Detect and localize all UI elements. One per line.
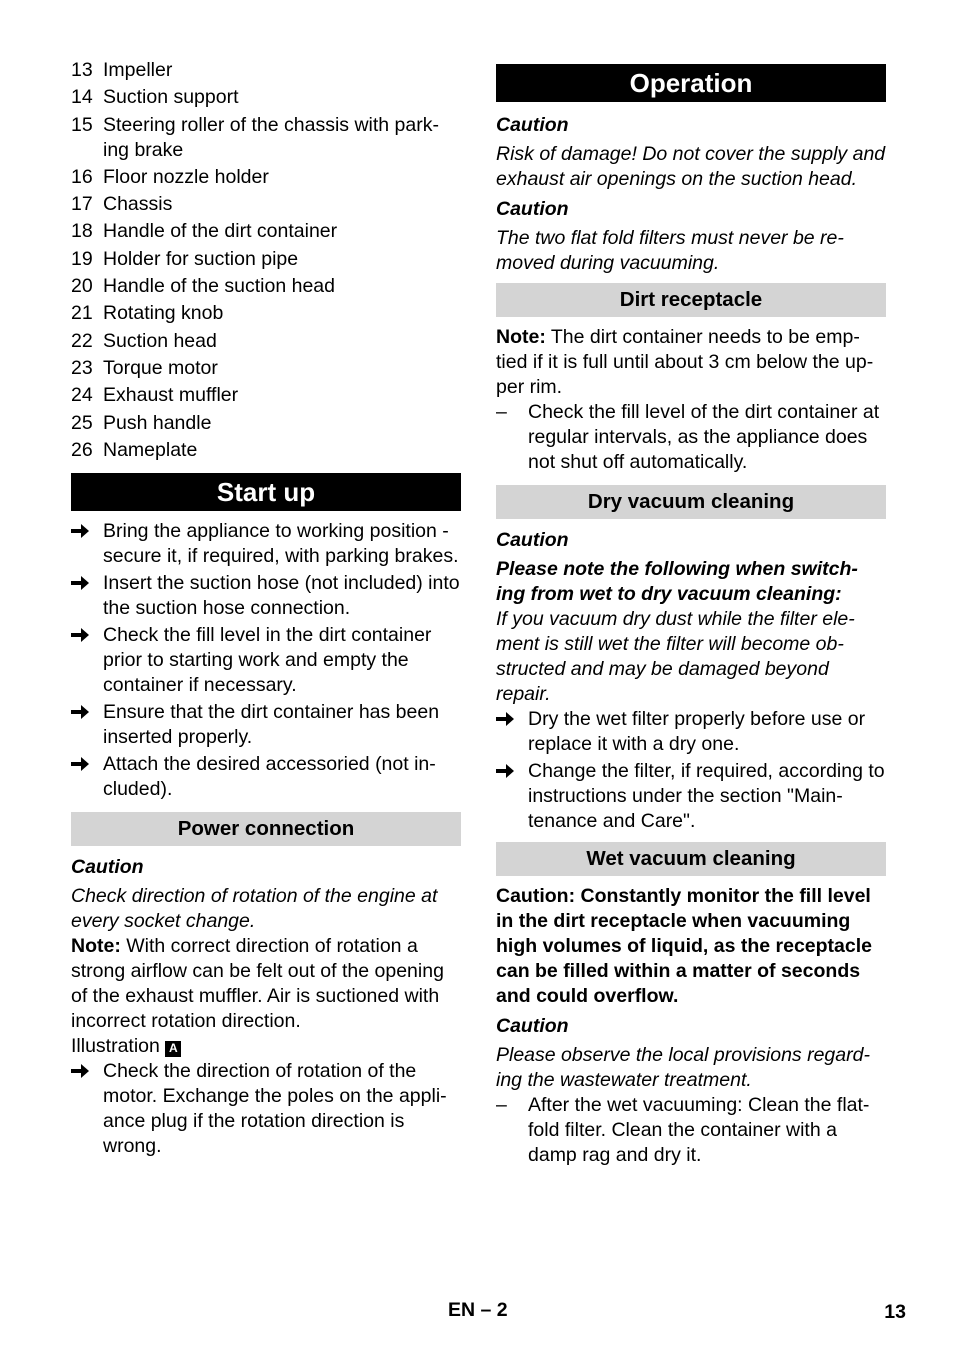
legend-item [71,113,461,163]
legend-list [71,58,461,463]
wet-bold-warning: Caution: Constantly monitor the fill level in the dirt receptacle when vacuuming high volumes of liquid, as the receptacle can be filled within a matter of seconds and could overflow. [496,885,873,1007]
legend-item-number: 16 [71,165,93,188]
legend-item-number: 18 [71,220,93,243]
legend-item-text: Floor nozzle holder [103,165,269,188]
legend-item-text: Exhaust muffler [103,384,239,407]
legend-item-number: 17 [71,193,93,216]
step-item [71,1059,461,1159]
legend-item-text: Impeller [103,59,173,81]
step-text: Check the fill level in the dirt container prior to starting work and empty the container if necessary. [103,624,432,697]
legend-item-number: 25 [71,411,93,434]
legend-item [71,219,461,244]
wet-vacuum-heading: Wet vacuum cleaning [496,842,886,876]
dash-item [496,400,886,475]
step-text: Bring the appliance to working position - secure it, if required, with parking brakes. [103,520,459,568]
legend-item [71,383,461,408]
legend-item-number: 26 [71,438,93,461]
step-text: Ensure that the dirt container has been inserted properly. [103,701,440,749]
step-item [496,759,886,834]
step-marker [71,700,103,750]
arrow-right-icon [71,628,89,642]
step-item [71,752,461,802]
step-text: Dry the wet filter properly before use or replace it with a dry one. [528,708,866,755]
left-column [71,58,461,1161]
legend-item [71,58,461,83]
dry-vacuum-heading: Dry vacuum cleaning [496,485,886,519]
step-marker [71,571,103,621]
legend-item-number: 13 [71,59,93,81]
legend-item [71,247,461,272]
dirt-receptacle-heading: Dirt receptacle [496,283,886,317]
caution-label: Caution [71,856,144,879]
note-text: With correct direction of rotation a strong airflow can be felt out of the opening of the exhaust muffler. Air is suctioned with incorrect rotation direction. [71,935,444,1033]
step-marker [71,623,103,698]
step-marker [71,519,103,569]
dry-steps [496,707,886,834]
power-connection-heading: Power connection [71,812,461,846]
step-marker [496,707,528,757]
caution-text: Check direction of rotation of the engine at every socket change. [71,885,438,933]
arrow-right-icon [71,576,89,590]
caution-label: Caution [496,198,569,220]
step-marker [71,752,103,802]
step-item [71,700,461,750]
dash-text: Check the fill level of the dirt container at regular intervals, as the appliance does not shut off automatically. [528,401,880,473]
dirt-dash-list [496,400,886,475]
note-paragraph [71,934,461,1034]
step-text: Check the direction of rotation of the motor. Exchange the poles on the appli-ance plug if the rotation direction is wrong. [103,1060,447,1158]
legend-item-number: 21 [71,302,93,325]
legend-item-text: Handle of the dirt container [103,220,338,243]
dash-item [496,1093,886,1168]
start-up-steps [71,519,461,802]
legend-item [71,301,461,326]
legend-item [71,274,461,299]
legend-item-text: Nameplate [103,438,198,461]
step-text: Insert the suction hose (not included) into the suction hose connection. [103,572,460,620]
legend-item-number: 24 [71,384,93,407]
illustration-ref [71,1034,461,1059]
dry-italic-text: If you vacuum dry dust while the filter ele-ment is still wet the filter will become ob-structed and may be damaged beyond repair. [496,608,855,705]
arrow-right-icon [496,712,514,726]
caution-label: Caution [496,1015,569,1037]
legend-item-text: Handle of the suction head [103,275,336,298]
step-text: Attach the desired accessoried (not in-cluded). [103,753,436,801]
arrow-right-icon [71,705,89,719]
legend-item-number: 20 [71,275,93,298]
arrow-right-icon [71,757,89,771]
power-steps [71,1059,461,1159]
legend-item [71,438,461,463]
figure-badge-icon: A [165,1041,181,1057]
legend-item-text: Suction support [103,86,239,109]
illustration-label: Illustration [71,1035,166,1058]
step-marker [71,1059,103,1159]
legend-item [71,356,461,381]
dry-bold-text: Please note the following when switch-ing from wet to dry vacuum cleaning: [496,558,858,605]
note-text: The dirt container needs to be emp-tied if it is full until about 3 cm below the up-per rim. [496,326,874,398]
caution-label: Caution [496,114,569,136]
step-item [71,571,461,621]
arrow-right-icon [71,524,89,538]
legend-item-text: Rotating knob [103,302,224,325]
step-item [71,623,461,698]
legend-item-text: Holder for suction pipe [103,247,299,270]
legend-item [71,85,461,110]
wet-dash-list [496,1093,886,1168]
note-paragraph [496,325,886,400]
step-text: Change the filter, if required, according to instructions under the section "Main-tenance and Care". [528,760,885,832]
legend-item-text: Steering roller of the chassis with park-ing brake [103,113,439,161]
dash-text: After the wet vacuuming: Clean the flat-fold filter. Clean the container with a damp rag and dry it. [528,1094,870,1166]
dash-icon: – [496,401,507,423]
dash-icon: – [496,1094,507,1116]
arrow-right-icon [496,764,514,778]
step-marker [496,759,528,834]
caution-text: Please observe the local provisions regard-ing the wastewater treatment. [496,1044,870,1091]
caution-text: Risk of damage! Do not cover the supply and exhaust air openings on the suction head. [496,143,886,190]
right-column [496,64,886,1170]
legend-item [71,192,461,217]
legend-item-number: 15 [71,113,93,136]
step-item [496,707,886,757]
legend-item [71,411,461,436]
note-label: Note: [71,935,121,958]
legend-item-number: 14 [71,86,93,109]
operation-heading: Operation [496,64,886,102]
caution-text: The two flat fold filters must never be re-moved during vacuuming. [496,227,844,274]
footer-page-number: 13 [884,1301,906,1323]
legend-item [71,165,461,190]
start-up-heading: Start up [71,473,461,511]
footer-lang-page: EN – 2 [448,1299,508,1321]
legend-item-number: 19 [71,247,93,270]
arrow-right-icon [71,1064,89,1078]
step-item [71,519,461,569]
legend-item [71,329,461,354]
legend-item-text: Chassis [103,193,173,216]
legend-item-text: Suction head [103,329,217,352]
caution-label: Caution [496,529,569,551]
legend-item-number: 22 [71,329,93,352]
legend-item-number: 23 [71,356,93,379]
note-label: Note: [496,326,546,348]
legend-item-text: Push handle [103,411,212,434]
legend-item-text: Torque motor [103,356,218,379]
